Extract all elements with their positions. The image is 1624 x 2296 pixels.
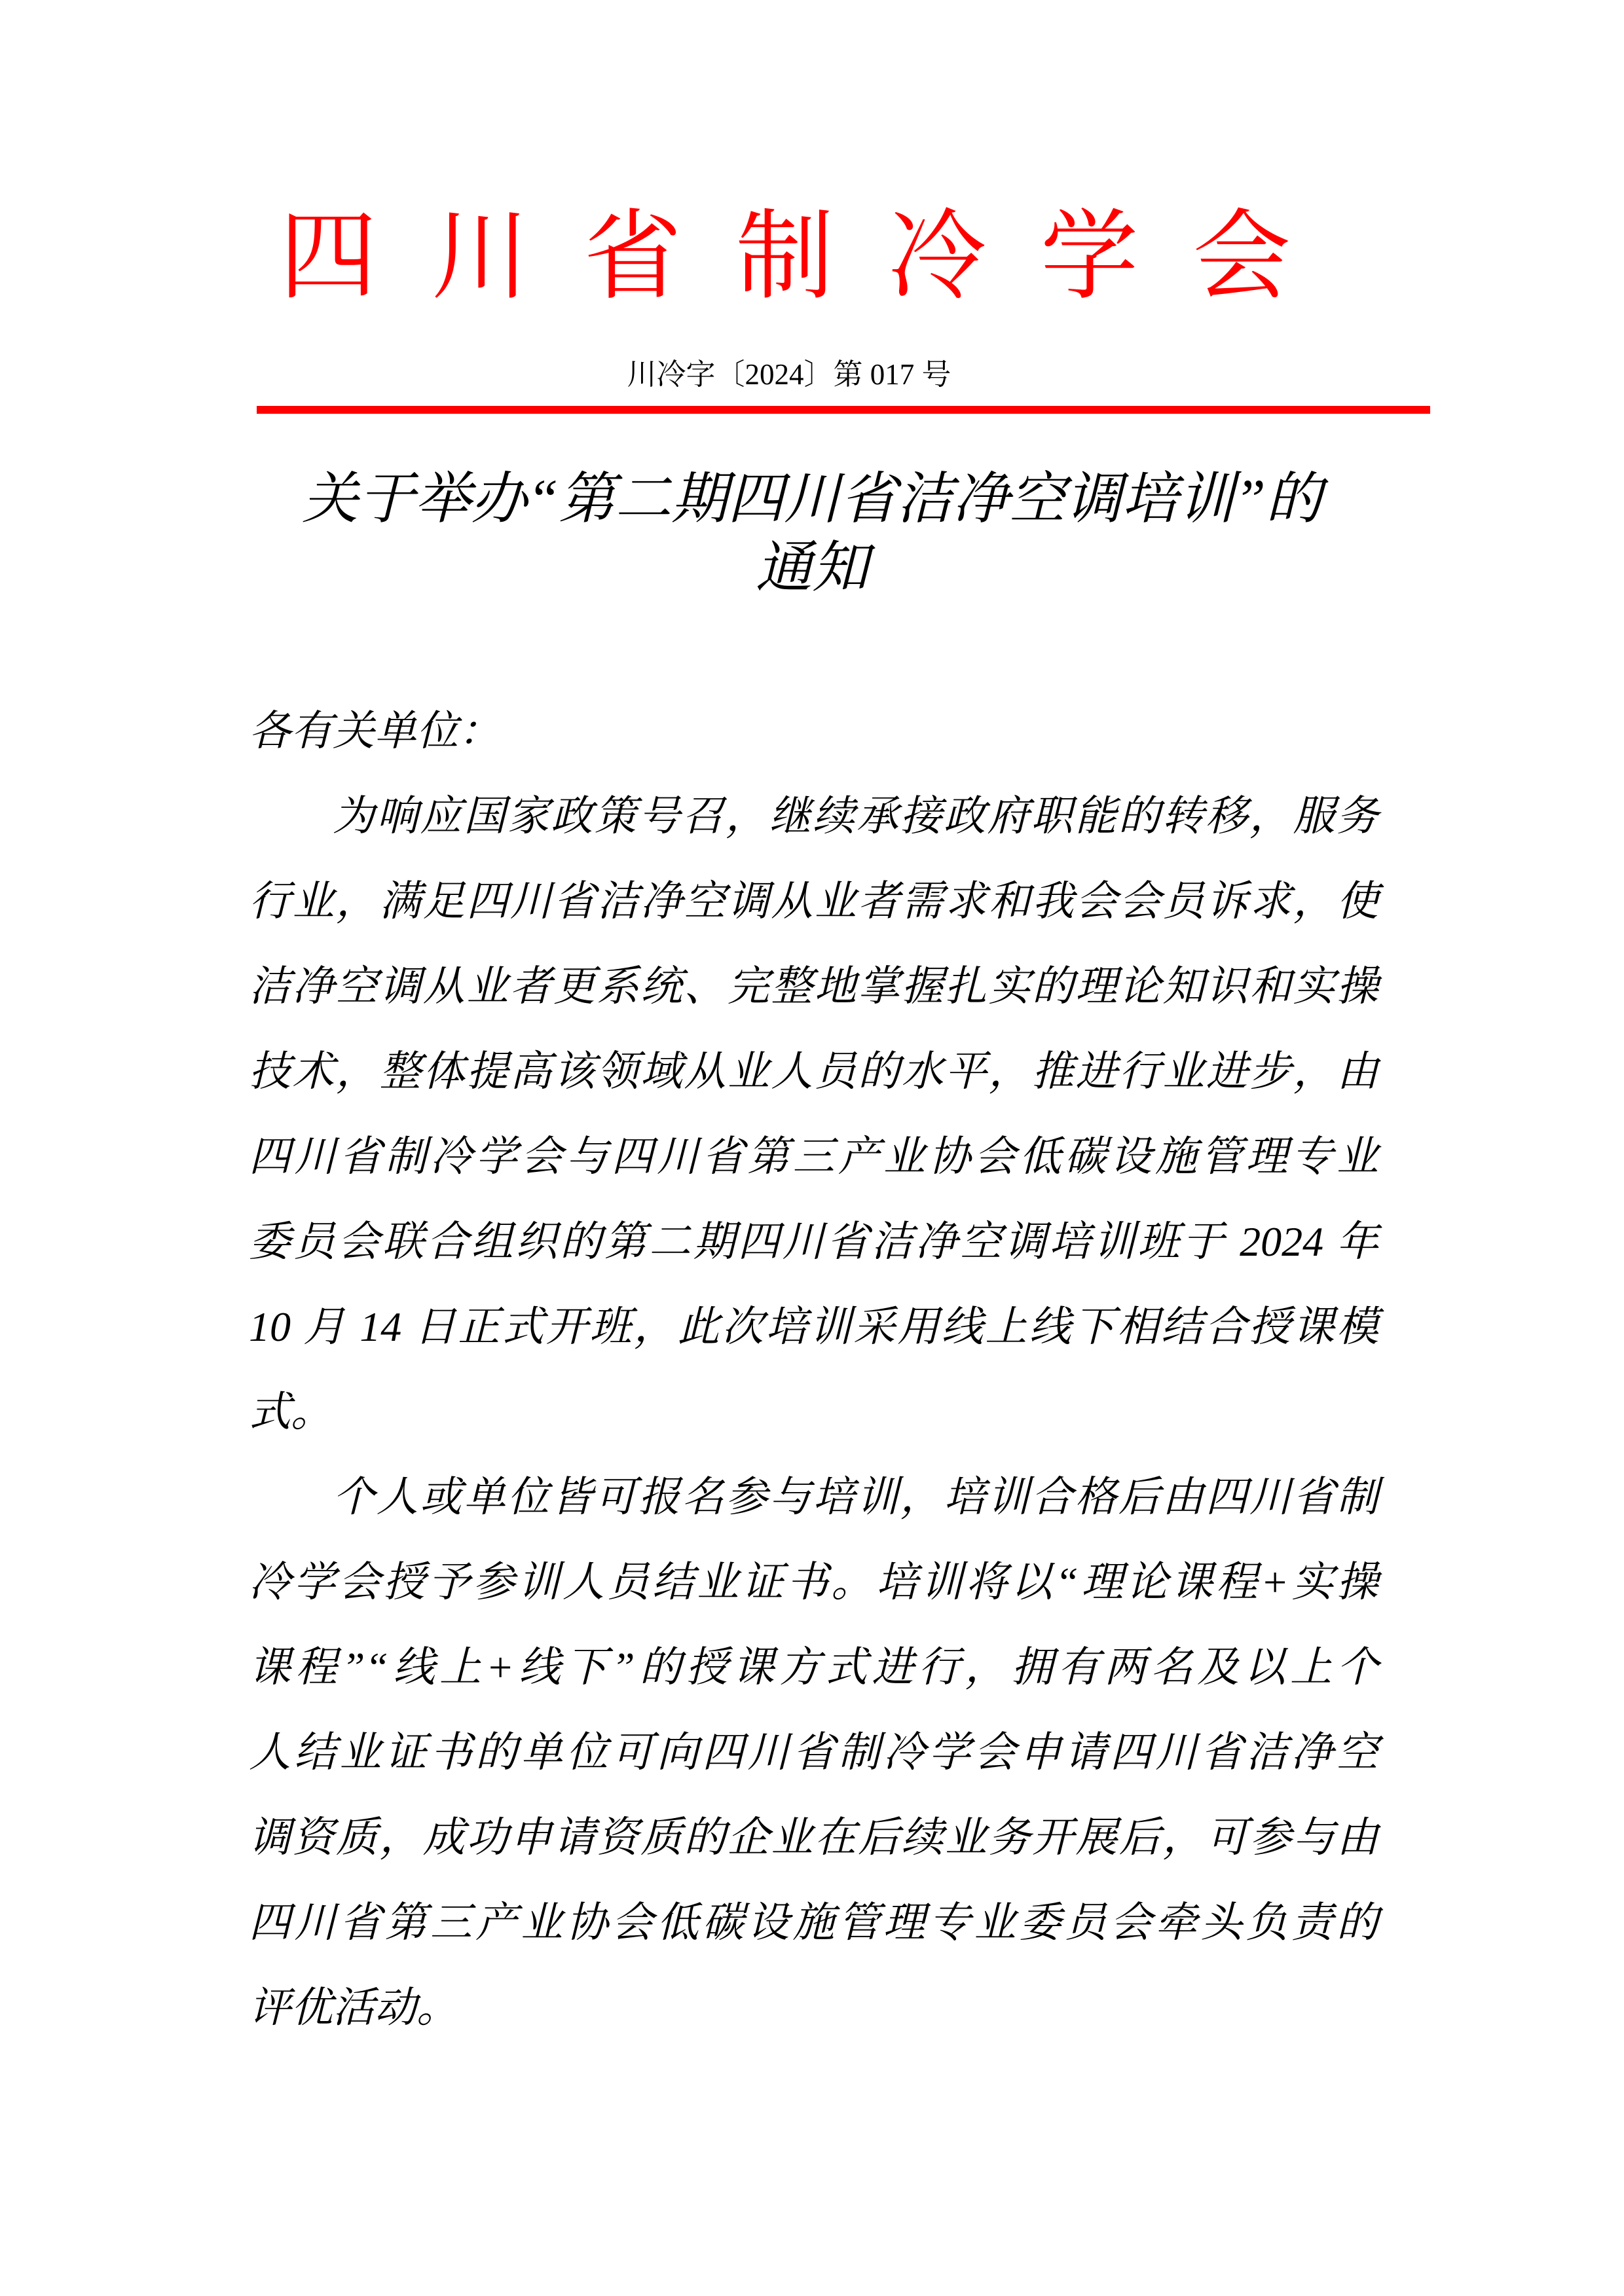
body-line: 式。 [249,1389,333,1435]
body-line: 行业，满足四川省洁净空调从业者需求和我会会员诉求，使 [249,878,1378,924]
doc-number: 川冷字〔2024〕第 017 号 [627,358,951,391]
body-line: 人结业证书的单位可向四川省制冷学会申请四川省洁净空 [249,1729,1378,1776]
notice-title-line2: 通知 [756,536,868,599]
body-line: 四川省制冷学会与四川省第三产业协会低碳设施管理专业 [249,1133,1378,1180]
body-line: 为响应国家政策号召，继续承接政府职能的转移，服务 [333,793,1378,839]
body-line: 技术，整体提高该领域从业人员的水平，推进行业进步，由 [249,1048,1378,1095]
notice-title [0,465,1624,602]
body-line: 个人或单位皆可报名参与培训，培训合格后由四川省制 [333,1474,1378,1520]
body-line: 洁净空调从业者更系统、完整地掌握扎实的理论知识和实操 [249,963,1378,1010]
body-line: 课程”“线上+线下”的授课方式进行，拥有两名及以上个 [249,1644,1378,1690]
body-line: 四川省第三产业协会低碳设施管理专业委员会牵头负责的 [249,1899,1378,1946]
body-line: 委员会联合组织的第二期四川省洁净空调培训班于 2024 年 [249,1218,1378,1265]
red-divider [257,406,1430,414]
body-line: 调资质，成功申请资质的企业在后续业务开展后，可参与由 [249,1814,1378,1861]
notice-title-line1: 关于举办“第二期四川省洁净空调培训”的 [302,467,1322,530]
salutation: 各有关单位： [249,708,500,754]
body-line: 评优活动。 [249,1984,458,2031]
body [249,689,1378,2050]
org-title: 四川省制冷学会 [279,203,1345,312]
body-line: 冷学会授予参训人员结业证书。培训将以“理论课程+实操 [249,1559,1378,1605]
body-line: 10 月 14 日正式开班，此次培训采用线上线下相结合授课模 [249,1303,1378,1350]
